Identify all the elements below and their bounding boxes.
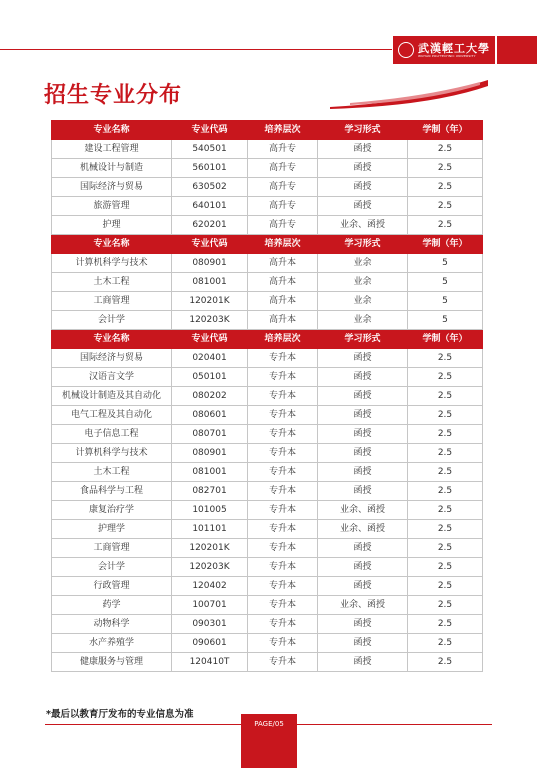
cell-major-name: 国际经济与贸易 <box>52 349 172 368</box>
header-cell-major-name: 专业名称 <box>52 121 172 140</box>
cell-level: 专升本 <box>248 634 318 653</box>
header-cell-level: 培养层次 <box>248 330 318 349</box>
cell-level: 专升本 <box>248 577 318 596</box>
header-cell-duration: 学制（年） <box>408 235 483 254</box>
cell-duration: 5 <box>408 311 483 330</box>
cell-study-mode: 业余 <box>318 254 408 273</box>
cell-major-name: 机械设计制造及其自动化 <box>52 387 172 406</box>
table-row <box>52 539 483 558</box>
cell-duration: 2.5 <box>408 406 483 425</box>
cell-duration: 2.5 <box>408 653 483 672</box>
cell-major-code: 080701 <box>172 425 248 444</box>
table-row <box>52 140 483 159</box>
header-cell-level: 培养层次 <box>248 121 318 140</box>
cell-level: 专升本 <box>248 558 318 577</box>
cell-study-mode: 函授 <box>318 577 408 596</box>
cell-major-code: 080601 <box>172 406 248 425</box>
cell-duration: 2.5 <box>408 539 483 558</box>
footnote: *最后以教育厅发布的专业信息为准 <box>46 709 194 720</box>
cell-level: 高升专 <box>248 159 318 178</box>
table-row <box>52 653 483 672</box>
cell-duration: 5 <box>408 273 483 292</box>
cell-major-code: 120203K <box>172 311 248 330</box>
cell-study-mode: 函授 <box>318 482 408 501</box>
cell-major-name: 水产养殖学 <box>52 634 172 653</box>
cell-study-mode: 函授 <box>318 634 408 653</box>
university-logo <box>393 36 495 64</box>
cell-study-mode: 函授 <box>318 159 408 178</box>
cell-level: 专升本 <box>248 482 318 501</box>
cell-level: 高升本 <box>248 273 318 292</box>
header-cell-level: 培养层次 <box>248 235 318 254</box>
cell-major-code: 540501 <box>172 140 248 159</box>
header-cell-major-code: 专业代码 <box>172 121 248 140</box>
logo-text: 武漢輕工大學 <box>418 41 490 55</box>
cell-level: 专升本 <box>248 387 318 406</box>
header-cell-duration: 学制（年） <box>408 121 483 140</box>
cell-study-mode: 函授 <box>318 197 408 216</box>
table-row <box>52 444 483 463</box>
table-row <box>52 254 483 273</box>
top-rule <box>0 49 392 50</box>
cell-duration: 2.5 <box>408 140 483 159</box>
cell-major-name: 电气工程及其自动化 <box>52 406 172 425</box>
cell-major-name: 计算机科学与技术 <box>52 254 172 273</box>
cell-duration: 2.5 <box>408 387 483 406</box>
cell-major-name: 工商管理 <box>52 292 172 311</box>
top-bar <box>0 36 537 64</box>
cell-study-mode: 函授 <box>318 368 408 387</box>
cell-major-code: 120201K <box>172 292 248 311</box>
cell-study-mode: 业余、函授 <box>318 520 408 539</box>
cell-major-code: 090601 <box>172 634 248 653</box>
table-row <box>52 558 483 577</box>
table-header-row <box>52 121 483 140</box>
cell-level: 专升本 <box>248 501 318 520</box>
seal-icon <box>398 42 414 58</box>
cell-level: 专升本 <box>248 520 318 539</box>
cell-level: 高升专 <box>248 140 318 159</box>
cell-level: 高升专 <box>248 216 318 235</box>
page-title: 招生专业分布 <box>44 83 183 108</box>
cell-study-mode: 函授 <box>318 178 408 197</box>
cell-major-code: 560101 <box>172 159 248 178</box>
cell-duration: 2.5 <box>408 159 483 178</box>
table-row <box>52 197 483 216</box>
cell-duration: 2.5 <box>408 634 483 653</box>
cell-major-name: 食品科学与工程 <box>52 482 172 501</box>
cell-major-name: 土木工程 <box>52 463 172 482</box>
header-cell-major-code: 专业代码 <box>172 235 248 254</box>
cell-major-code: 120402 <box>172 577 248 596</box>
cell-major-code: 080202 <box>172 387 248 406</box>
cell-duration: 2.5 <box>408 197 483 216</box>
cell-study-mode: 函授 <box>318 387 408 406</box>
cell-study-mode: 函授 <box>318 406 408 425</box>
table-row <box>52 615 483 634</box>
cell-major-name: 旅游管理 <box>52 197 172 216</box>
header-cell-study-mode: 学习形式 <box>318 235 408 254</box>
cell-duration: 2.5 <box>408 501 483 520</box>
cell-level: 专升本 <box>248 539 318 558</box>
cell-major-code: 120201K <box>172 539 248 558</box>
cell-level: 专升本 <box>248 444 318 463</box>
cell-major-code: 082701 <box>172 482 248 501</box>
cell-duration: 2.5 <box>408 178 483 197</box>
cell-duration: 2.5 <box>408 577 483 596</box>
cell-study-mode: 函授 <box>318 653 408 672</box>
cell-study-mode: 函授 <box>318 140 408 159</box>
cell-major-name: 康复治疗学 <box>52 501 172 520</box>
cell-duration: 2.5 <box>408 444 483 463</box>
cell-major-code: 081001 <box>172 273 248 292</box>
cell-level: 专升本 <box>248 653 318 672</box>
table-row <box>52 273 483 292</box>
cell-major-code: 020401 <box>172 349 248 368</box>
cell-major-code: 100701 <box>172 596 248 615</box>
cell-major-name: 行政管理 <box>52 577 172 596</box>
cell-major-code: 120203K <box>172 558 248 577</box>
cell-study-mode: 函授 <box>318 349 408 368</box>
cell-major-name: 机械设计与制造 <box>52 159 172 178</box>
table-row <box>52 577 483 596</box>
header-cell-study-mode: 学习形式 <box>318 330 408 349</box>
cell-duration: 2.5 <box>408 596 483 615</box>
logo-subtext: WUHAN POLYTECHNIC UNIVERSITY <box>418 53 476 58</box>
cell-major-code: 050101 <box>172 368 248 387</box>
table-row <box>52 501 483 520</box>
cell-major-code: 101005 <box>172 501 248 520</box>
cell-study-mode: 业余 <box>318 311 408 330</box>
table-row <box>52 387 483 406</box>
header-cell-study-mode: 学习形式 <box>318 121 408 140</box>
header-cell-duration: 学制（年） <box>408 330 483 349</box>
cell-level: 专升本 <box>248 463 318 482</box>
table-row <box>52 216 483 235</box>
title-swoosh-decoration <box>330 80 490 110</box>
table-row <box>52 406 483 425</box>
cell-level: 专升本 <box>248 425 318 444</box>
cell-level: 高升本 <box>248 292 318 311</box>
cell-major-code: 080901 <box>172 444 248 463</box>
cell-major-name: 会计学 <box>52 311 172 330</box>
cell-study-mode: 业余、函授 <box>318 501 408 520</box>
cell-duration: 5 <box>408 292 483 311</box>
cell-duration: 2.5 <box>408 482 483 501</box>
cell-duration: 2.5 <box>408 425 483 444</box>
table-row <box>52 425 483 444</box>
cell-major-code: 120410T <box>172 653 248 672</box>
header-end-block <box>497 36 537 64</box>
cell-study-mode: 业余 <box>318 273 408 292</box>
cell-duration: 2.5 <box>408 615 483 634</box>
cell-level: 高升本 <box>248 311 318 330</box>
cell-level: 专升本 <box>248 596 318 615</box>
cell-major-name: 会计学 <box>52 558 172 577</box>
cell-level: 专升本 <box>248 406 318 425</box>
cell-major-code: 640101 <box>172 197 248 216</box>
table-row <box>52 368 483 387</box>
cell-study-mode: 函授 <box>318 558 408 577</box>
cell-major-name: 电子信息工程 <box>52 425 172 444</box>
cell-major-name: 土木工程 <box>52 273 172 292</box>
cell-major-name: 护理 <box>52 216 172 235</box>
header-cell-major-name: 专业名称 <box>52 235 172 254</box>
cell-level: 高升专 <box>248 178 318 197</box>
table-row <box>52 311 483 330</box>
cell-major-code: 101101 <box>172 520 248 539</box>
table-header-row <box>52 330 483 349</box>
cell-level: 专升本 <box>248 349 318 368</box>
table-row <box>52 596 483 615</box>
cell-duration: 2.5 <box>408 216 483 235</box>
cell-major-code: 081001 <box>172 463 248 482</box>
cell-level: 高升专 <box>248 197 318 216</box>
cell-major-code: 090301 <box>172 615 248 634</box>
cell-major-name: 国际经济与贸易 <box>52 178 172 197</box>
cell-study-mode: 函授 <box>318 615 408 634</box>
cell-study-mode: 业余 <box>318 292 408 311</box>
cell-duration: 2.5 <box>408 520 483 539</box>
table-row <box>52 634 483 653</box>
cell-duration: 5 <box>408 254 483 273</box>
cell-duration: 2.5 <box>408 463 483 482</box>
major-distribution-table <box>51 120 483 672</box>
table-row <box>52 178 483 197</box>
cell-duration: 2.5 <box>408 368 483 387</box>
cell-duration: 2.5 <box>408 349 483 368</box>
cell-level: 高升本 <box>248 254 318 273</box>
table-row <box>52 349 483 368</box>
cell-major-name: 建设工程管理 <box>52 140 172 159</box>
cell-level: 专升本 <box>248 615 318 634</box>
cell-study-mode: 函授 <box>318 463 408 482</box>
cell-major-name: 汉语言文学 <box>52 368 172 387</box>
cell-major-name: 护理学 <box>52 520 172 539</box>
cell-major-name: 计算机科学与技术 <box>52 444 172 463</box>
cell-major-name: 工商管理 <box>52 539 172 558</box>
table-row <box>52 482 483 501</box>
cell-study-mode: 业余、函授 <box>318 596 408 615</box>
table-header-row <box>52 235 483 254</box>
cell-duration: 2.5 <box>408 558 483 577</box>
cell-study-mode: 业余、函授 <box>318 216 408 235</box>
cell-major-code: 630502 <box>172 178 248 197</box>
header-cell-major-code: 专业代码 <box>172 330 248 349</box>
cell-major-code: 620201 <box>172 216 248 235</box>
cell-major-name: 药学 <box>52 596 172 615</box>
header-cell-major-name: 专业名称 <box>52 330 172 349</box>
table-row <box>52 520 483 539</box>
cell-level: 专升本 <box>248 368 318 387</box>
table-row <box>52 159 483 178</box>
table-row <box>52 292 483 311</box>
cell-major-code: 080901 <box>172 254 248 273</box>
table-row <box>52 463 483 482</box>
page-number: PAGE/05 <box>241 714 297 768</box>
cell-study-mode: 函授 <box>318 425 408 444</box>
cell-major-name: 健康服务与管理 <box>52 653 172 672</box>
cell-major-name: 动物科学 <box>52 615 172 634</box>
cell-study-mode: 函授 <box>318 444 408 463</box>
cell-study-mode: 函授 <box>318 539 408 558</box>
